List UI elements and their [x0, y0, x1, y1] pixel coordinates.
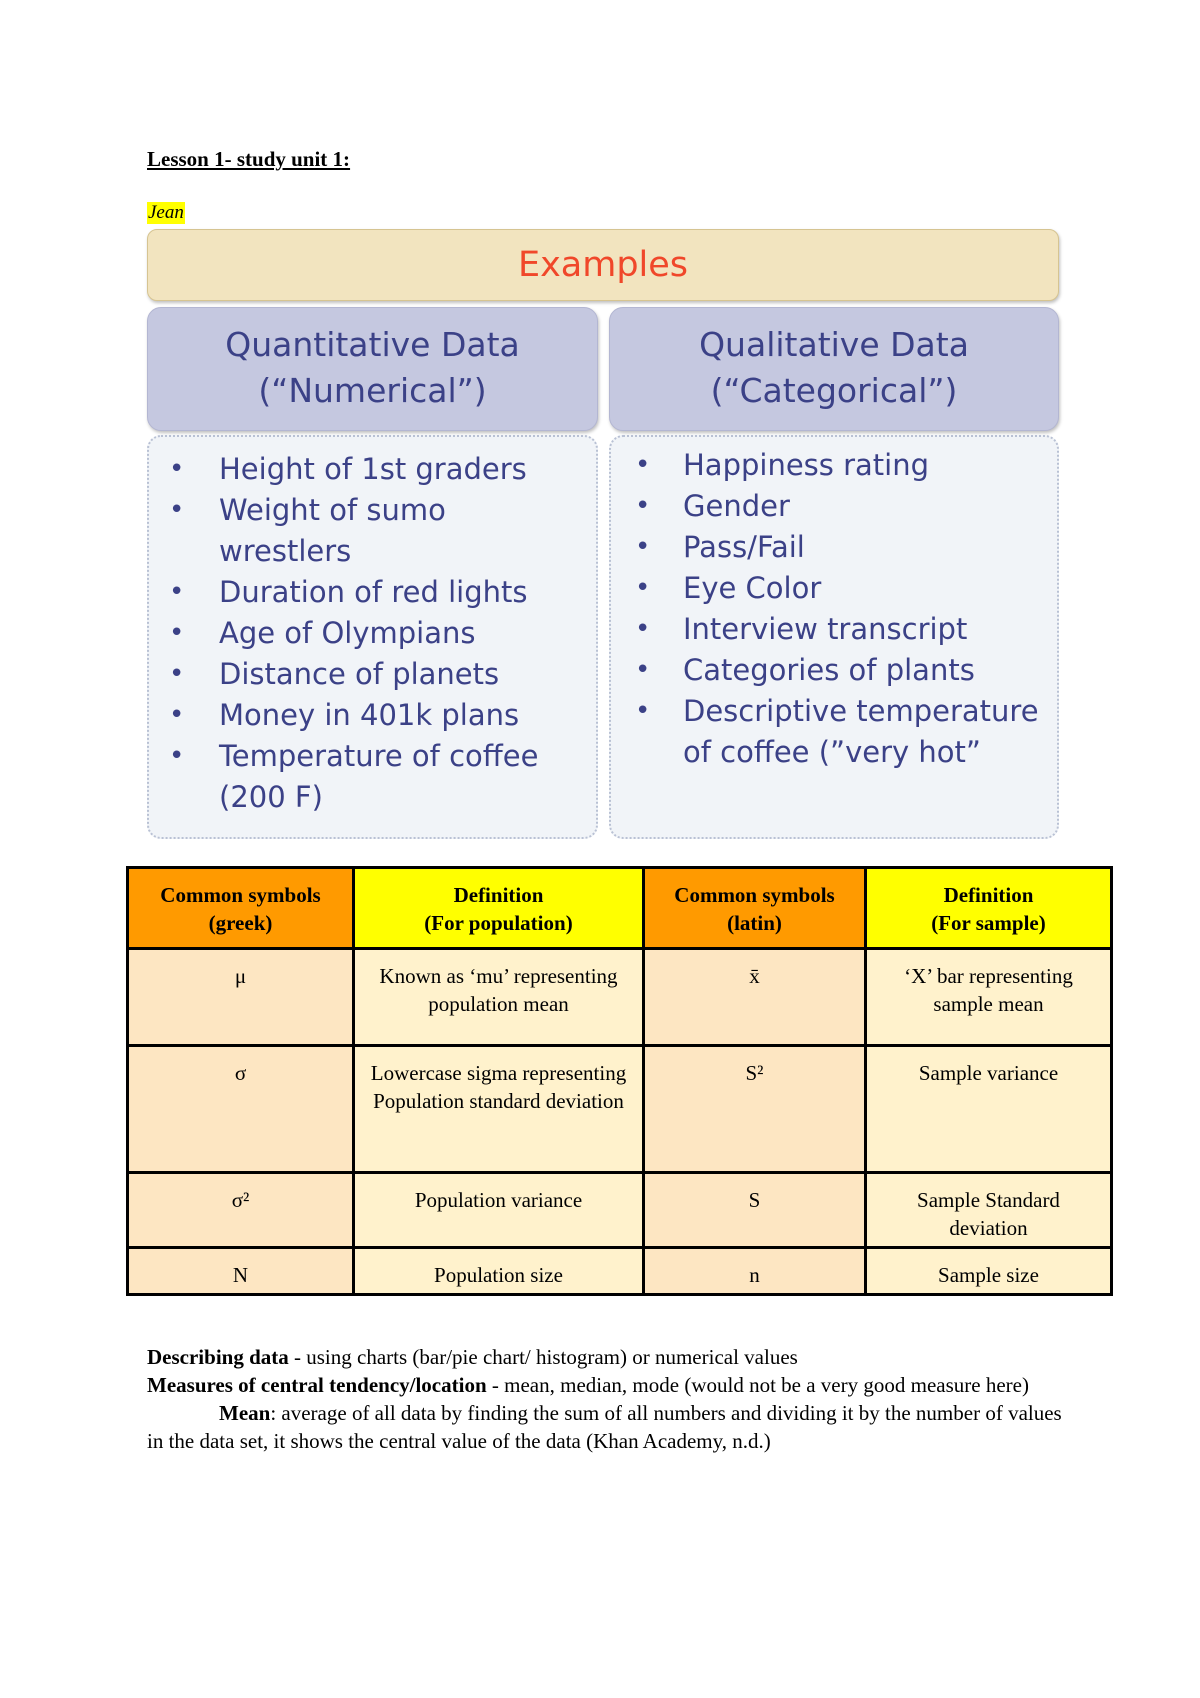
header-line: Common symbols	[160, 883, 321, 907]
note-term: Measures of central tendency/location	[147, 1373, 487, 1397]
list-item: • Descriptive temperature of coffee (”very hot”	[611, 691, 1047, 773]
note-term: Describing data	[147, 1345, 289, 1369]
note-text: - mean, median, mode (would not be a very good measure here)	[486, 1373, 1029, 1397]
author-name: Jean	[148, 202, 184, 223]
header-population-definition	[354, 868, 644, 949]
quantitative-title: Quantitative Data	[225, 325, 520, 364]
note-describing-data	[147, 1343, 1067, 1371]
population-definition-cell: Known as ‘mu’ representing population mean	[354, 949, 644, 1046]
note-term: Mean	[219, 1401, 271, 1425]
qualitative-list	[609, 435, 1059, 839]
examples-figure	[147, 229, 1059, 841]
qualitative-subtitle: (“Categorical”)	[710, 371, 958, 410]
qualitative-header	[609, 307, 1059, 431]
table-header-row	[128, 868, 1112, 949]
greek-symbol-cell: N	[128, 1248, 354, 1295]
list-item: • Money in 401k plans	[149, 695, 586, 736]
table-row	[128, 949, 1112, 1046]
list-item: • Gender	[611, 486, 1047, 527]
header-line: Common symbols	[674, 883, 835, 907]
header-greek-symbols	[128, 868, 354, 949]
note-text: : average of all data by finding the sum of all numbers and dividing it by the number of values in the data set, it shows the central value of the data (Khan Academy, n.d.)	[147, 1401, 1062, 1453]
list-item: • Duration of red lights	[149, 572, 586, 613]
sample-definition-cell: ‘X’ bar representing sample mean	[866, 949, 1112, 1046]
header-latin-symbols	[644, 868, 866, 949]
list-item: • Categories of plants	[611, 650, 1047, 691]
sample-definition-cell: Sample Standard deviation	[866, 1173, 1112, 1248]
quantitative-subtitle: (“Numerical”)	[258, 371, 487, 410]
sample-definition-cell: Sample variance	[866, 1046, 1112, 1173]
sample-definition-cell: Sample size	[866, 1248, 1112, 1295]
document-title: Lesson 1- study unit 1:	[147, 147, 351, 171]
list-item: • Temperature of coffee (200 F)	[149, 736, 586, 818]
list-item: • Distance of planets	[149, 654, 586, 695]
notes-section	[147, 1343, 1067, 1455]
greek-symbol-cell: σ²	[128, 1173, 354, 1248]
population-definition-cell: Population size	[354, 1248, 644, 1295]
population-definition-cell: Population variance	[354, 1173, 644, 1248]
table-row	[128, 1248, 1112, 1295]
list-item: • Age of Olympians	[149, 613, 586, 654]
table-row	[128, 1173, 1112, 1248]
list-item: • Pass/Fail	[611, 527, 1047, 568]
note-text: - using charts (bar/pie chart/ histogram) or numerical values	[288, 1345, 798, 1369]
header-line: (latin)	[727, 911, 782, 935]
table-row	[128, 1046, 1112, 1173]
greek-symbol-cell: μ	[128, 949, 354, 1046]
symbols-table	[126, 866, 1113, 1296]
latin-symbol-cell: S	[644, 1173, 866, 1248]
population-definition-cell: Lowercase sigma representing Population standard deviation	[354, 1046, 644, 1173]
note-mean	[147, 1399, 1067, 1455]
header-line: Definition	[453, 883, 544, 907]
header-line: (For population)	[424, 911, 573, 935]
header-line: (greek)	[208, 911, 273, 935]
list-item: • Eye Color	[611, 568, 1047, 609]
examples-banner: Examples	[147, 229, 1059, 301]
latin-symbol-cell: x̄	[644, 949, 866, 1046]
header-line: Definition	[943, 883, 1034, 907]
latin-symbol-cell: n	[644, 1248, 866, 1295]
latin-symbol-cell: S²	[644, 1046, 866, 1173]
header-line: (For sample)	[931, 911, 1046, 935]
list-item: • Height of 1st graders	[149, 449, 586, 490]
quantitative-header	[147, 307, 598, 431]
list-item: • Weight of sumo wrestlers	[149, 490, 586, 572]
list-item: • Happiness rating	[611, 445, 1047, 486]
quantitative-list	[147, 435, 598, 839]
list-item: • Interview transcript	[611, 609, 1047, 650]
note-central-tendency	[147, 1371, 1067, 1399]
greek-symbol-cell: σ	[128, 1046, 354, 1173]
header-sample-definition	[866, 868, 1112, 949]
qualitative-title: Qualitative Data	[699, 325, 969, 364]
